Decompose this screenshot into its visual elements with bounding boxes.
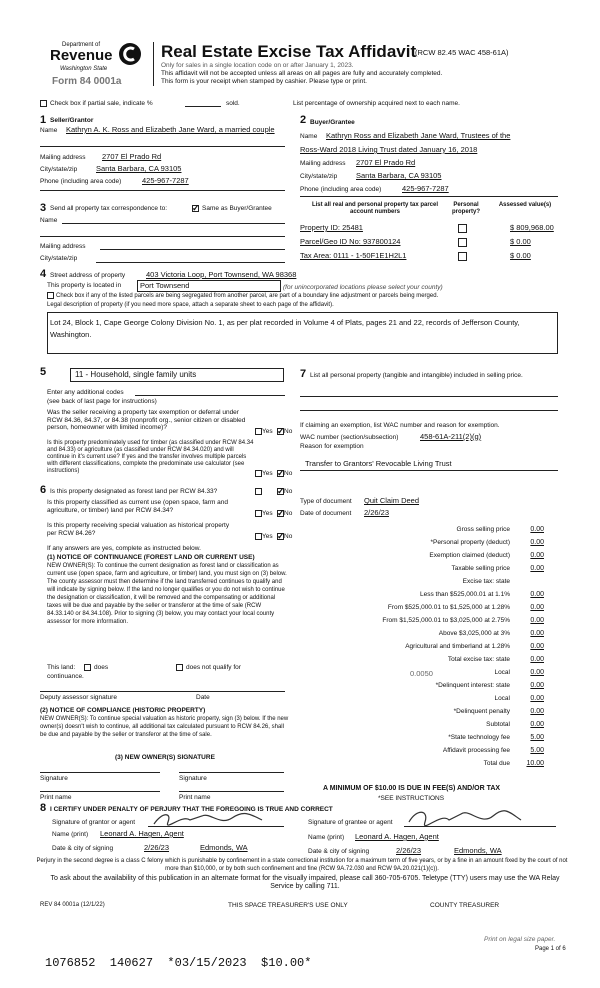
tax-row-value[interactable]: 0.00: [530, 552, 544, 559]
tax-row-label: From $1,525,000.01 to $3,025,000 at 2.75%: [382, 617, 510, 624]
this-land-label: This land:: [47, 664, 76, 671]
personal-property-label: List all personal property (tangible and intangible) included in selling price.: [310, 372, 523, 379]
no-label: No: [284, 470, 293, 477]
tax-row-label: Subtotal: [486, 721, 510, 728]
header-line3: This form is your receipt when stamped by cashier. Please type or print.: [161, 78, 367, 85]
timber-question: Is this property predominately used for timber (as classified under RCW 84.34 and 84.33) or agriculture (as classified under RCW 84.34.020) and will continue in it's current use? If yes and the transfer involves multiple parcels with different classifications, complete the predominate use calculator (see instructions): [47, 440, 254, 474]
seller-title: Seller/Grantor: [50, 117, 94, 124]
owner-signature-field-1[interactable]: [40, 772, 160, 773]
does-not-checkbox[interactable]: [176, 664, 183, 671]
tax-row-label: Total due: [483, 760, 510, 767]
doc-type-label: Type of document: [300, 498, 352, 505]
ownership-note: List percentage of ownership acquired next to each name.: [293, 100, 460, 107]
legal-description-text: Lot 24, Block 1, Cape George Colony Division No. 1, as per plat recorded in Volume 4 of Plats, pages 21 and 22, records of Jefferson County, Washington.: [50, 318, 520, 339]
buyer-title: Buyer/Grantee: [310, 119, 355, 126]
dept-line3: Washington State: [60, 66, 108, 72]
buyer-name-field-2[interactable]: Ross-Ward 2018 Living Trust dated January 16, 2018: [300, 145, 478, 154]
tax-row-label: *Delinquent interest: state: [435, 682, 510, 689]
date-label: Date: [196, 694, 210, 701]
parcel-col-header-2: Personal property?: [451, 202, 480, 215]
tax-row-value[interactable]: 0.00: [530, 565, 544, 572]
tax-row-label: Excise tax: state: [462, 578, 510, 585]
section-number: 3: [40, 202, 47, 214]
tax-row-value[interactable]: 0.00: [530, 708, 544, 715]
buyer-phone-label: Phone (including area code): [300, 186, 382, 193]
form-title: Real Estate Excise Tax Affidavit: [161, 42, 417, 61]
tax-row-value[interactable]: 5.00: [530, 747, 544, 754]
same-as-buyer-label: Same as Buyer/Grantee: [202, 205, 272, 212]
tax-row-value[interactable]: 0.00: [530, 539, 544, 546]
does-checkbox[interactable]: [84, 664, 91, 671]
perjury-notice: Perjury in the second degree is a class C felony which is punishable by confinement in a state correctional institution for a maximum term of five years, or by a fine in an amount fixed by the court of not more than $10,000, or by both such confinement and fine (RCW 9A.72.030 and RCW 9A.20.021(1)(c)).: [36, 858, 568, 872]
minimum-note: A MINIMUM OF $10.00 IS DUE IN FEE(S) AND/OR TAX: [323, 785, 501, 792]
segregated-label: Check box if any of the listed parcels are being segregated from another parcel, are part of a boundary line adjustment or parcels being merged.: [56, 293, 439, 299]
grantee-date-label: Date & city of signing: [308, 848, 370, 855]
print-name-label: Print name: [40, 794, 72, 801]
yes-label: Yes: [262, 510, 273, 517]
historic-yes-checkbox[interactable]: [255, 533, 262, 540]
owner-print-field-2[interactable]: [179, 791, 284, 792]
seller-phone-label: Phone (including area code): [40, 178, 122, 185]
forest-no-checkbox[interactable]: [277, 488, 284, 495]
current-use-no-checkbox[interactable]: [277, 510, 284, 517]
segregated-checkbox[interactable]: [47, 292, 54, 299]
tax-row-label: *Personal property (deduct): [430, 539, 510, 546]
tax-row-value[interactable]: 0.00: [530, 604, 544, 611]
partial-percent-field[interactable]: [185, 106, 221, 107]
section-number: 6: [40, 484, 47, 496]
buyer-divider: [300, 196, 558, 197]
alternate-format-notice: To ask about the availability of this publication in an alternate format for the visually impaired, please call 360-705-6705. Teletype (TTY) users may use the WA Relay Service by calling 711.: [50, 875, 560, 890]
owner-print-field-1[interactable]: [40, 791, 160, 792]
header-divider: [153, 42, 154, 86]
location-select[interactable]: [137, 280, 281, 292]
additional-codes-label: Enter any additional codes: [47, 389, 124, 396]
buyer-city-field[interactable]: Santa Barbara, CA 93105: [356, 171, 442, 180]
personal-property-checkbox[interactable]: [458, 238, 467, 247]
wac-label: WAC number (section/subsection): [300, 434, 399, 441]
personal-property-checkbox[interactable]: [458, 224, 467, 233]
grantee-signature-icon: [405, 806, 525, 830]
exemption-question: Was the seller receiving a property tax exemption or deferral under RCW 84.36, 84.37, or 84.38 (nonprofit org., senior citizen or disabled person, homeowner with limited income)?: [47, 409, 246, 431]
section-number: 1: [40, 114, 47, 126]
tax-row-value[interactable]: 0.00: [530, 643, 544, 650]
street-label: Street address of property: [50, 272, 126, 279]
section-number: 2: [300, 114, 307, 126]
no-label: No: [284, 510, 293, 517]
tax-row-value[interactable]: 0.00: [530, 656, 544, 663]
tax-row-label: Local: [494, 695, 510, 702]
tax-row-value[interactable]: 0.00: [530, 617, 544, 624]
deputy-signature-field[interactable]: [40, 691, 285, 692]
print-name-label: Print name: [179, 794, 211, 801]
seller-city-label: City/state/zip: [40, 166, 78, 173]
personal-property-checkbox[interactable]: [458, 252, 467, 261]
grantor-date-field[interactable]: 2/26/23: [144, 843, 170, 852]
exemption-no-checkbox[interactable]: [277, 428, 284, 435]
corr-city-field[interactable]: [96, 262, 285, 263]
tax-row-label: From $525,000.01 to $1,525,000 at 1.28%: [387, 604, 510, 611]
doc-date-field[interactable]: 2/26/23: [364, 508, 390, 517]
assessed-value-field[interactable]: $ 809,968.00: [510, 223, 554, 232]
see-back-note: (see back of last page for instructions): [47, 398, 157, 405]
notice-2-text: NEW OWNER(S): To continue special valuation as historic property, sign (3) below. If the new owner(s) doesn't wish to continue, all additional tax calculated pursuant to RCW 84.26, shall be due and payable by the seller or transferor at the time of sale.: [40, 716, 289, 738]
dept-line2: Revenue: [50, 47, 113, 64]
seller-city-field[interactable]: Santa Barbara, CA 93105: [96, 164, 182, 173]
corr-mail-field[interactable]: [100, 249, 285, 250]
dept-line1: Department of: [62, 42, 101, 48]
notice-3-title: (3) NEW OWNER(S) SIGNATURE: [115, 754, 215, 761]
header-line2: This affidavit will not be accepted unless all areas on all pages are fully and accurately completed.: [161, 70, 443, 77]
does-not-label: does not qualify for: [186, 664, 241, 671]
seller-name-line2[interactable]: [40, 146, 285, 147]
seller-mail-label: Mailing address: [40, 154, 86, 161]
partial-sold-label: sold.: [226, 100, 240, 107]
grantor-date-label: Date & city of signing: [52, 845, 114, 852]
tax-row-value[interactable]: 0.00: [530, 695, 544, 702]
cashier-stamp: 1076852 140627 *03/15/2023 $10.00*: [45, 956, 312, 970]
tax-row-label: Above $3,025,000 at 3%: [438, 630, 510, 637]
reason-field[interactable]: Transfer to Grantors' Revocable Living Trust: [305, 459, 452, 468]
land-use-select[interactable]: [70, 368, 284, 382]
corr-city-label: City/state/zip: [40, 255, 78, 262]
grantor-city-field[interactable]: Edmonds, WA: [200, 843, 248, 852]
grantee-city-field[interactable]: Edmonds, WA: [454, 846, 502, 855]
corr-name-label: Name: [40, 217, 58, 224]
notice-1-title: (1) NOTICE OF CONTINUANCE (FOREST LAND OR CURRENT USE): [47, 554, 255, 561]
certify-text: I CERTIFY UNDER PENALTY OF PERJURY THAT THE FOREGOING IS TRUE AND CORRECT: [50, 806, 333, 813]
legal-description-label: Legal description of property (if you need more space, attach a separate sheet to each page of the affidavit).: [47, 302, 334, 308]
doc-type-field[interactable]: Quit Claim Deed: [364, 496, 420, 505]
tax-row-label: Taxable selling price: [451, 565, 510, 572]
grantee-name-label: Name (print): [308, 834, 345, 841]
tax-row-value[interactable]: 0.00: [530, 721, 544, 728]
no-label: No: [284, 488, 293, 495]
legal-paper-note: Print on legal size paper.: [484, 936, 556, 943]
grantor-signature-icon: [150, 808, 270, 830]
section-number: 8: [40, 802, 47, 814]
forest-question: Is this property designated as forest land per RCW 84.33?: [50, 488, 218, 495]
tax-row-value[interactable]: 0.00: [530, 669, 544, 676]
location-value: Port Townsend: [140, 281, 190, 290]
reason-label: Reason for exemption: [300, 443, 364, 450]
form-rcw: (RCW 82.45 WAC 458-61A): [415, 48, 509, 57]
current-use-question: Is this property classified as current use (open space, farm and agriculture, or timber) land per RCW 84.34?: [47, 499, 229, 514]
assessed-value-field[interactable]: $ 0.00: [510, 251, 531, 260]
treasurer-space-label: THIS SPACE TREASURER'S USE ONLY: [228, 902, 348, 909]
partial-sale-checkbox[interactable]: [40, 100, 47, 107]
tax-row-label: *Delinquent penalty: [453, 708, 510, 715]
if-yes-note: If any answers are yes, complete as instructed below.: [47, 545, 201, 552]
local-rate: 0.0050: [410, 669, 433, 678]
exempt-label: If claiming an exemption, list WAC number and reason for exemption.: [300, 422, 500, 429]
assessed-value-field[interactable]: $ 0.00: [510, 237, 531, 246]
seller-name-field[interactable]: Kathryn A. K. Ross and Elizabeth Jane Ward, a married couple: [66, 125, 275, 134]
current-use-yes-checkbox[interactable]: [255, 510, 262, 517]
seller-divider: [40, 190, 285, 191]
signature-label: Signature: [40, 775, 68, 782]
buyer-mail-label: Mailing address: [300, 160, 346, 167]
forest-yes-checkbox[interactable]: [255, 488, 262, 495]
partial-sale-label: Check box if partial sale, indicate %: [50, 100, 153, 107]
section-number: 4: [40, 268, 47, 280]
timber-no-checkbox[interactable]: [277, 470, 284, 477]
reason-field-line: [300, 470, 558, 471]
parcel-id-field[interactable]: Tax Area: 0111 - 1-50F1E1H2L1: [300, 251, 407, 260]
legal-description-field[interactable]: [47, 312, 558, 354]
additional-codes-field[interactable]: [135, 395, 285, 396]
located-label: This property is located in: [47, 282, 122, 289]
parcel-col-header-3: Assessed value(s): [498, 202, 552, 208]
form-number: Form 84 0001a: [52, 76, 122, 87]
tax-row-label: Affidavit processing fee: [442, 747, 510, 754]
notice-2-title: (2) NOTICE OF COMPLIANCE (HISTORIC PROPERTY): [40, 707, 206, 714]
page-number: Page 1 of 6: [535, 946, 566, 952]
tax-row-value[interactable]: 5.00: [530, 734, 544, 741]
buyer-name-field-1[interactable]: Kathryn Ross and Elizabeth Jane Ward, Trustees of the: [326, 131, 511, 140]
grantor-sig-label: Signature of grantor or agent: [52, 819, 136, 826]
exemption-yes-checkbox[interactable]: [255, 428, 262, 435]
corr-mail-label: Mailing address: [40, 243, 86, 250]
street-field[interactable]: 403 Victoria Loop, Port Townsend, WA 98368: [146, 270, 297, 279]
grantee-date-field[interactable]: 2/26/23: [396, 846, 422, 855]
yes-label: Yes: [262, 533, 273, 540]
section-number: 7: [300, 368, 307, 380]
owner-signature-field-2[interactable]: [179, 772, 284, 773]
see-instructions: *SEE INSTRUCTIONS: [378, 795, 445, 802]
tax-row-value[interactable]: 10.00: [526, 760, 544, 767]
same-as-buyer-checkbox[interactable]: [192, 205, 199, 212]
tax-row-label: Agricultural and timberland at 1.28%: [405, 643, 510, 650]
tax-row-label: Less than $525,000.01 at 1.1%: [420, 591, 510, 598]
revision-label: REV 84 0001a (12/1/22): [40, 902, 105, 908]
tax-row-label: Exemption claimed (deduct): [429, 552, 510, 559]
correspondence-label: Send all property tax correspondence to:: [50, 205, 168, 212]
section-number: 5: [40, 366, 47, 378]
grantor-name-field[interactable]: Leonard A. Hagen, Agent: [100, 829, 184, 838]
seller-name-label: Name: [40, 127, 58, 134]
personal-property-field-2[interactable]: [300, 410, 558, 411]
land-use-value: 11 - Household, single family units: [75, 370, 197, 379]
parcel-id-field[interactable]: Parcel/Geo ID No: 937800124: [300, 237, 401, 246]
grantee-sig-label: Signature of grantee or agent: [308, 819, 393, 826]
parcel-col-header-1: List all real and personal property tax parcel account numbers: [311, 202, 439, 215]
tax-row-value[interactable]: 0.00: [530, 526, 544, 533]
deputy-label: Deputy assessor signature: [40, 694, 117, 701]
revenue-logo: [40, 40, 150, 90]
grantor-name-label: Name (print): [52, 831, 89, 838]
notice-1-text: NEW OWNER(S): To continue the current designation as forest land or classification as current use (open space, farm and agriculture, or timber) land, you must sign on (3) below. The county assessor must then determine if the land transferred continues to qualify and will indicate by signing below. If the land no longer qualifies or you do not wish to continue the designation or classification, it will be removed and the compensating or additional taxes will be due and payable by the seller or transferor at the time of sale (RCW 84.33.140 or 84.34.108). Prior to signing (3) below, you may contact your local county assessor for more information.: [47, 563, 287, 625]
revenue-logo-icon: [118, 42, 142, 66]
continuance-label: continuance.: [47, 673, 84, 680]
timber-yes-checkbox[interactable]: [255, 470, 262, 477]
corr-name-field-2[interactable]: [40, 236, 285, 237]
tax-row-value[interactable]: 0.00: [530, 630, 544, 637]
no-label: No: [284, 428, 293, 435]
seller-phone-field[interactable]: 425-967-7287: [142, 176, 189, 185]
tax-row-label: Local: [494, 669, 510, 676]
tax-row-value[interactable]: 0.00: [530, 591, 544, 598]
county-treasurer-label: COUNTY TREASURER: [430, 902, 500, 909]
historic-no-checkbox[interactable]: [277, 533, 284, 540]
no-label: No: [284, 533, 293, 540]
tax-row-label: *State technology fee: [448, 734, 510, 741]
historic-question: Is this property receiving special valuation as historical property per RCW 84.26?: [47, 522, 230, 537]
tax-row-label: Total excise tax: state: [447, 656, 510, 663]
buyer-city-label: City/state/zip: [300, 173, 338, 180]
doc-date-label: Date of document: [300, 510, 352, 517]
signature-label: Signature: [179, 775, 207, 782]
personal-property-field[interactable]: [300, 396, 558, 397]
seller-mail-field[interactable]: 2707 El Prado Rd: [102, 152, 162, 161]
tax-row-label: Gross selling price: [456, 526, 510, 533]
buyer-name-label: Name: [300, 133, 318, 140]
parcel-id-field[interactable]: Property ID: 25481: [300, 223, 363, 232]
yes-label: Yes: [262, 428, 273, 435]
header-line1: Only for sales in a single location code on or after January 1, 2023.: [161, 62, 354, 69]
tax-row-value[interactable]: 0.00: [530, 682, 544, 689]
corr-name-field[interactable]: [62, 223, 285, 224]
buyer-phone-field[interactable]: 425-967-7287: [402, 184, 449, 193]
yes-label: Yes: [262, 470, 273, 477]
buyer-mail-field[interactable]: 2707 El Prado Rd: [356, 158, 416, 167]
does-label: does: [94, 664, 109, 671]
grantee-name-field[interactable]: Leonard A. Hagen, Agent: [355, 832, 439, 841]
unincorporated-note: (for unincorporated locations please select your county): [283, 284, 443, 291]
wac-field[interactable]: 458-61A-211(2)(g): [420, 432, 482, 441]
